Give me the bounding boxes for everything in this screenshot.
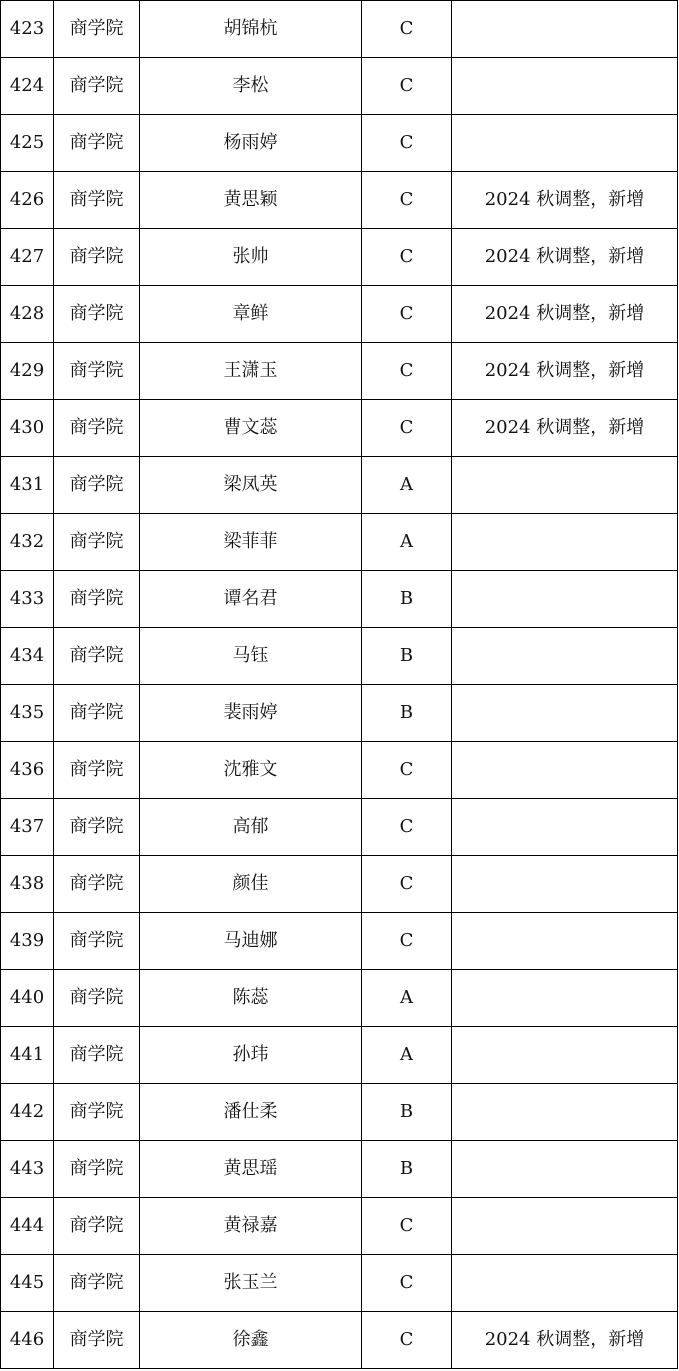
table-row <box>1 1198 678 1255</box>
table-row <box>1 400 678 457</box>
table-row <box>1 571 678 628</box>
student-name-cell: 沈雅文 <box>140 742 362 799</box>
note-cell <box>452 742 678 799</box>
row-number-cell: 430 <box>1 400 54 457</box>
table-row <box>1 799 678 856</box>
college-cell: 商学院 <box>54 1312 140 1369</box>
note-cell <box>452 628 678 685</box>
grade-cell: A <box>362 970 452 1027</box>
row-number-cell: 426 <box>1 172 54 229</box>
table-row <box>1 457 678 514</box>
row-number-cell: 438 <box>1 856 54 913</box>
row-number-cell: 445 <box>1 1255 54 1312</box>
note-cell <box>452 970 678 1027</box>
note-cell: 2024 秋调整，新增 <box>452 400 678 457</box>
grade-cell: C <box>362 172 452 229</box>
student-name-cell: 黄禄嘉 <box>140 1198 362 1255</box>
grade-cell: A <box>362 457 452 514</box>
student-name-cell: 陈蕊 <box>140 970 362 1027</box>
note-cell <box>452 856 678 913</box>
student-name-cell: 马迪娜 <box>140 913 362 970</box>
student-name-cell: 曹文蕊 <box>140 400 362 457</box>
student-name-cell: 李松 <box>140 58 362 115</box>
student-name-cell: 颜佳 <box>140 856 362 913</box>
college-cell: 商学院 <box>54 172 140 229</box>
student-name-cell: 黄思颖 <box>140 172 362 229</box>
note-cell <box>452 1198 678 1255</box>
student-name-cell: 徐鑫 <box>140 1312 362 1369</box>
table-row <box>1 115 678 172</box>
row-number-cell: 435 <box>1 685 54 742</box>
table-row <box>1 286 678 343</box>
college-cell: 商学院 <box>54 1084 140 1141</box>
grade-cell: C <box>362 229 452 286</box>
grade-cell: C <box>362 1312 452 1369</box>
note-cell: 2024 秋调整，新增 <box>452 229 678 286</box>
row-number-cell: 429 <box>1 343 54 400</box>
grade-cell: C <box>362 1 452 58</box>
grade-cell: C <box>362 742 452 799</box>
row-number-cell: 424 <box>1 58 54 115</box>
note-cell <box>452 457 678 514</box>
table-row <box>1 628 678 685</box>
student-name-cell: 张帅 <box>140 229 362 286</box>
table-row <box>1 58 678 115</box>
college-cell: 商学院 <box>54 1198 140 1255</box>
grade-cell: C <box>362 856 452 913</box>
student-name-cell: 裴雨婷 <box>140 685 362 742</box>
college-cell: 商学院 <box>54 799 140 856</box>
note-cell <box>452 1027 678 1084</box>
college-cell: 商学院 <box>54 628 140 685</box>
student-name-cell: 梁凤英 <box>140 457 362 514</box>
student-name-cell: 黄思瑶 <box>140 1141 362 1198</box>
row-number-cell: 439 <box>1 913 54 970</box>
grade-cell: B <box>362 1084 452 1141</box>
row-number-cell: 443 <box>1 1141 54 1198</box>
note-cell <box>452 514 678 571</box>
college-cell: 商学院 <box>54 457 140 514</box>
note-cell <box>452 1 678 58</box>
college-cell: 商学院 <box>54 58 140 115</box>
table-row <box>1 1084 678 1141</box>
row-number-cell: 442 <box>1 1084 54 1141</box>
note-cell <box>452 1141 678 1198</box>
grade-cell: B <box>362 1141 452 1198</box>
row-number-cell: 436 <box>1 742 54 799</box>
college-cell: 商学院 <box>54 970 140 1027</box>
college-cell: 商学院 <box>54 115 140 172</box>
college-cell: 商学院 <box>54 571 140 628</box>
note-cell <box>452 115 678 172</box>
table-row <box>1 742 678 799</box>
row-number-cell: 437 <box>1 799 54 856</box>
table-row <box>1 856 678 913</box>
college-cell: 商学院 <box>54 343 140 400</box>
grade-cell: C <box>362 1198 452 1255</box>
table-row <box>1 1312 678 1369</box>
grade-cell: B <box>362 685 452 742</box>
table-row <box>1 229 678 286</box>
note-cell: 2024 秋调整，新增 <box>452 286 678 343</box>
table-row <box>1 1 678 58</box>
table-row <box>1 1255 678 1312</box>
row-number-cell: 427 <box>1 229 54 286</box>
roster-table-body <box>1 1 678 1369</box>
row-number-cell: 432 <box>1 514 54 571</box>
grade-cell: C <box>362 1255 452 1312</box>
college-cell: 商学院 <box>54 856 140 913</box>
student-name-cell: 潘仕柔 <box>140 1084 362 1141</box>
row-number-cell: 446 <box>1 1312 54 1369</box>
college-cell: 商学院 <box>54 1 140 58</box>
note-cell: 2024 秋调整，新增 <box>452 1312 678 1369</box>
note-cell <box>452 799 678 856</box>
table-row <box>1 913 678 970</box>
grade-cell: C <box>362 343 452 400</box>
grade-cell: C <box>362 799 452 856</box>
grade-cell: B <box>362 571 452 628</box>
college-cell: 商学院 <box>54 514 140 571</box>
row-number-cell: 444 <box>1 1198 54 1255</box>
grade-cell: C <box>362 58 452 115</box>
student-name-cell: 胡锦杭 <box>140 1 362 58</box>
student-name-cell: 张玉兰 <box>140 1255 362 1312</box>
student-name-cell: 章鲜 <box>140 286 362 343</box>
row-number-cell: 428 <box>1 286 54 343</box>
college-cell: 商学院 <box>54 913 140 970</box>
college-cell: 商学院 <box>54 1141 140 1198</box>
table-row <box>1 685 678 742</box>
grade-cell: C <box>362 286 452 343</box>
college-cell: 商学院 <box>54 1027 140 1084</box>
college-cell: 商学院 <box>54 742 140 799</box>
grade-cell: C <box>362 115 452 172</box>
row-number-cell: 433 <box>1 571 54 628</box>
note-cell <box>452 685 678 742</box>
row-number-cell: 425 <box>1 115 54 172</box>
table-row <box>1 172 678 229</box>
row-number-cell: 440 <box>1 970 54 1027</box>
table-row <box>1 970 678 1027</box>
row-number-cell: 441 <box>1 1027 54 1084</box>
student-name-cell: 杨雨婷 <box>140 115 362 172</box>
grade-cell: C <box>362 913 452 970</box>
table-row <box>1 514 678 571</box>
student-name-cell: 马钰 <box>140 628 362 685</box>
college-cell: 商学院 <box>54 685 140 742</box>
table-row <box>1 1027 678 1084</box>
college-cell: 商学院 <box>54 286 140 343</box>
note-cell <box>452 571 678 628</box>
student-name-cell: 王潇玉 <box>140 343 362 400</box>
student-name-cell: 谭名君 <box>140 571 362 628</box>
note-cell <box>452 913 678 970</box>
grade-cell: B <box>362 628 452 685</box>
row-number-cell: 431 <box>1 457 54 514</box>
grade-cell: A <box>362 1027 452 1084</box>
grade-cell: C <box>362 400 452 457</box>
row-number-cell: 423 <box>1 1 54 58</box>
note-cell <box>452 1255 678 1312</box>
college-cell: 商学院 <box>54 1255 140 1312</box>
college-cell: 商学院 <box>54 400 140 457</box>
table-row <box>1 343 678 400</box>
student-name-cell: 孙玮 <box>140 1027 362 1084</box>
table-row <box>1 1141 678 1198</box>
row-number-cell: 434 <box>1 628 54 685</box>
student-name-cell: 梁菲菲 <box>140 514 362 571</box>
student-name-cell: 高郁 <box>140 799 362 856</box>
college-cell: 商学院 <box>54 229 140 286</box>
grade-cell: A <box>362 514 452 571</box>
note-cell <box>452 58 678 115</box>
note-cell: 2024 秋调整，新增 <box>452 343 678 400</box>
note-cell <box>452 1084 678 1141</box>
note-cell: 2024 秋调整，新增 <box>452 172 678 229</box>
